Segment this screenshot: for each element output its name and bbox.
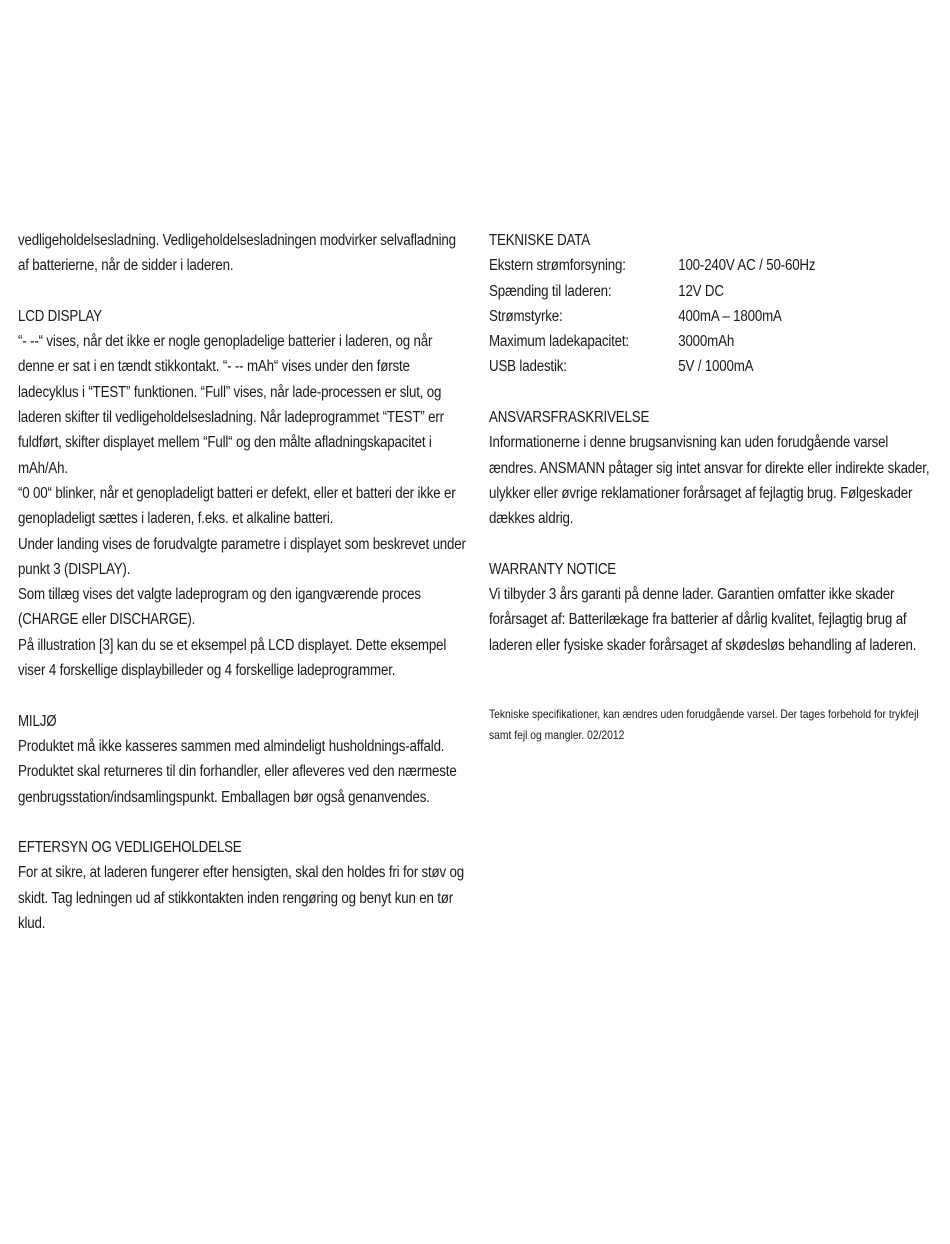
spec-row <box>489 279 939 304</box>
miljo-heading: MILJØ <box>18 712 57 730</box>
lcd-display-paragraph-2: “0 00“ blinker, når et genopladeligt batteri er defekt, eller et batteri der ikke er genopladeligt sættes i laderen, f.eks. et alkaline batteri. <box>18 484 456 528</box>
footnote: Tekniske specifikationer, kan ændres uden forudgående varsel. Der tages forbehold for trykfejl samt fejl og mangler. 02/2012 <box>489 707 919 742</box>
lcd-display-paragraph-3: Under landing vises de forudvalgte parametre i displayet som beskrevet under punkt 3 (DISPLAY). <box>18 535 466 578</box>
miljo-section <box>18 709 468 810</box>
warranty-paragraph: Vi tilbyder 3 års garanti på denne lader. Garantien omfatter ikke skader forårsaget af: Batterilækage fra batterier af dårlig kvalitet, fejlagtig brug af laderen eller fysiske skader forårsaget af skødesløs behandling af laderen. <box>489 586 917 654</box>
ansvar-paragraph: Informationerne i denne brugsanvisning kan uden forudgående varsel ændres. ANSMANN påtager sig intet ansvar for direkte eller indirekte skader, ulykker eller øvrige reklamationer forårsaget af fejlagtig brug. Følgeskader dækkes aldrig. <box>489 434 930 528</box>
spec-row <box>489 354 939 379</box>
lcd-display-section <box>18 304 468 683</box>
spec-value: 400mA – 1800mA <box>678 307 782 325</box>
spec-table <box>489 253 939 379</box>
right-column <box>489 228 939 742</box>
lcd-display-heading: LCD DISPLAY <box>18 307 102 325</box>
ansvar-heading: ANSVARSFRASKRIVELSE <box>489 409 650 427</box>
spec-value: 12V DC <box>678 282 724 300</box>
spec-value: 100-240V AC / 50-60Hz <box>678 257 816 275</box>
tekniske-data-section <box>489 228 939 380</box>
intro-paragraph: vedligeholdelsesladning. Vedligeholdelsesladningen modvirker selvafladning af batterierne, når de sidder i laderen. <box>18 232 456 275</box>
spec-row <box>489 304 939 329</box>
tekniske-data-heading: TEKNISKE DATA <box>489 232 590 249</box>
lcd-display-paragraph-5: På illustration [3] kan du se et eksempel på LCD displayet. Dette eksempel viser 4 forskellige displaybilleder og 4 forskellige ladeprogrammer. <box>18 636 447 680</box>
spec-row <box>489 329 939 354</box>
eftersyn-paragraph: For at sikre, at laderen fungerer efter hensigten, skal den holdes fri for støv og skidt. Tag ledningen ud af stikkontakten inden rengøring og benyt kun en tør klud. <box>18 864 465 933</box>
left-column <box>18 228 468 936</box>
spec-label: Spænding til laderen: <box>489 282 612 300</box>
spec-label: USB ladestik: <box>489 358 567 376</box>
right-column-text <box>489 228 939 658</box>
spec-row <box>489 253 939 278</box>
spec-value: 5V / 1000mA <box>678 358 754 376</box>
lcd-display-paragraph-4: Som tillæg vises det valgte ladeprogram og den igangværende proces (CHARGE eller DISCHARGE). <box>18 586 421 629</box>
left-column-text <box>18 228 468 936</box>
intro-section <box>18 228 468 279</box>
ansvar-section <box>489 405 939 531</box>
eftersyn-section <box>18 835 468 936</box>
spec-value: 3000mAh <box>678 333 735 351</box>
spec-label: Maximum ladekapacitet: <box>489 333 629 351</box>
eftersyn-heading: EFTERSYN OG VEDLIGEHOLDELSE <box>18 839 242 857</box>
spec-label: Ekstern strømforsyning: <box>489 257 626 275</box>
spec-label: Strømstyrke: <box>489 307 563 325</box>
warranty-heading: WARRANTY NOTICE <box>489 560 617 578</box>
warranty-section <box>489 557 939 658</box>
lcd-display-paragraph-1: “- --“ vises, når det ikke er nogle genopladelige batterier i laderen, og når denne er sat i en tændt stikkontakt. “- -- mAh“ vises under den første ladecyklus i “TEST” funktionen. “Full” vises, når lade-processen er slut, og laderen skifter til vedligeholdelsesladning. Når ladeprogrammet “TEST” err fuldført, skifter displayet mellem “Full“ og den målte afladningskapacitet i mAh/Ah. <box>18 333 444 477</box>
miljo-paragraph: Produktet må ikke kasseres sammen med almindeligt husholdnings-affald. Produktet skal returneres til din forhandler, eller afleveres ved den nærmeste genbrugsstation/indsamlingspunkt. Emballagen bør også genanvendes. <box>18 737 457 806</box>
